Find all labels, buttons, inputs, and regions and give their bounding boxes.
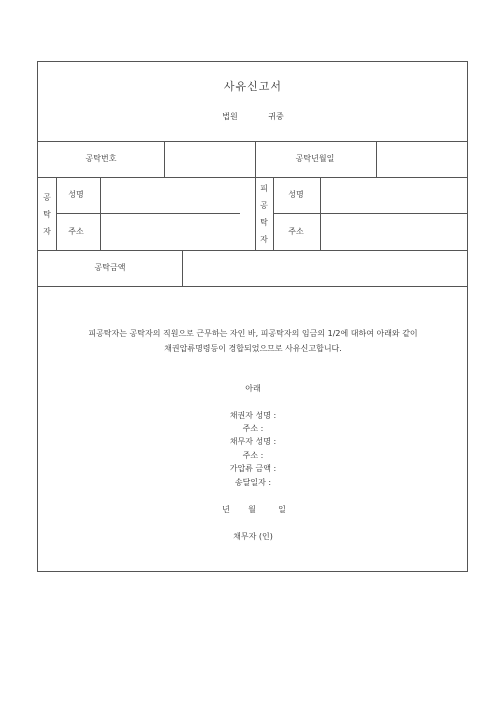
debtor-name-line: 채무자 성명 : bbox=[229, 437, 277, 446]
row-divider-header bbox=[38, 141, 467, 142]
provisional-amount-line: 가압류 금액 : bbox=[229, 464, 277, 473]
court-label: 법원 bbox=[222, 112, 238, 121]
below-heading: 아래 bbox=[245, 384, 261, 393]
col-divider-depositee-group bbox=[273, 177, 274, 250]
col-divider-depositee-label bbox=[320, 177, 321, 250]
delivery-date-line: 송달일자 : bbox=[234, 478, 272, 487]
depositor-name-label: 성명 bbox=[68, 190, 84, 199]
month-label: 월 bbox=[248, 505, 256, 514]
col-divider-date-label bbox=[255, 141, 256, 177]
year-label: 년 bbox=[222, 505, 230, 514]
row-divider-deposit-number bbox=[38, 177, 467, 178]
deposit-amount-label: 공탁금액 bbox=[94, 263, 126, 272]
row-divider-amount bbox=[38, 286, 467, 287]
body-paragraph-line2: 채권압류명령등이 경합되었으므로 사유신고합니다. bbox=[164, 344, 342, 353]
col-divider-date-value bbox=[376, 141, 377, 177]
depositor-group-label: 공 탁 자 bbox=[43, 193, 51, 236]
col-divider-depositor-group bbox=[56, 177, 57, 250]
col-divider-amount bbox=[182, 250, 183, 286]
deposit-number-label: 공탁번호 bbox=[85, 154, 117, 163]
col-divider-depositee-start bbox=[255, 177, 256, 250]
depositee-name-label: 성명 bbox=[288, 190, 304, 199]
debtor-signature-line: 채무자 (인) bbox=[233, 532, 273, 541]
col-divider-depositor-label bbox=[100, 177, 101, 250]
depositee-address-label: 주소 bbox=[288, 227, 304, 236]
col-divider-number-value bbox=[164, 141, 165, 177]
row-divider-name-right bbox=[273, 213, 467, 214]
form-title: 사유신고서 bbox=[223, 80, 283, 93]
court-suffix-label: 귀중 bbox=[268, 112, 284, 121]
depositor-address-label: 주소 bbox=[68, 227, 84, 236]
depositee-group-label: 피 공 탁 자 bbox=[260, 184, 268, 244]
deposit-date-label: 공탁년월일 bbox=[295, 154, 335, 163]
row-divider-parties bbox=[38, 250, 467, 251]
debtor-address-line: 주소 : bbox=[242, 451, 264, 460]
row-divider-name bbox=[56, 213, 240, 214]
report-form bbox=[37, 61, 468, 572]
creditor-address-line: 주소 : bbox=[242, 424, 264, 433]
day-label: 일 bbox=[278, 505, 286, 514]
creditor-name-line: 채권자 성명 : bbox=[229, 411, 277, 420]
body-paragraph-line1: 피공탁자는 공탁자의 직원으로 근무하는 자인 바, 피공탁자의 임금의 1/2에 대하여 아래와 같이 bbox=[88, 329, 418, 338]
